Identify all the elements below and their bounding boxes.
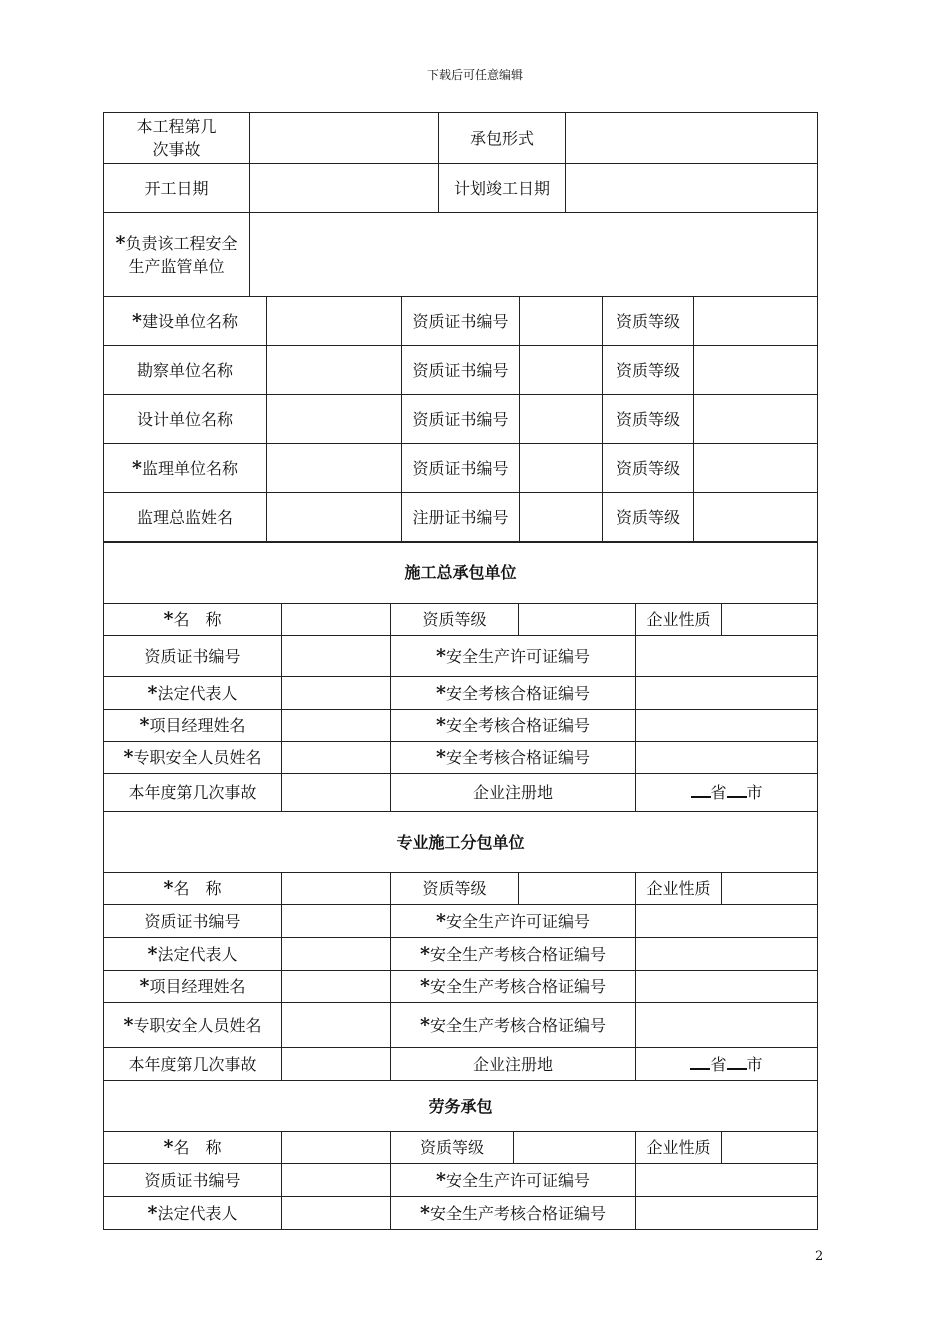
label-text: 名 称 <box>173 1138 222 1157</box>
label-text: 市 <box>746 1054 763 1074</box>
section-title: 劳务承包 <box>104 1081 818 1132</box>
nature-field[interactable] <box>722 873 818 905</box>
qualification-grade-field[interactable] <box>694 297 818 346</box>
label-text: 安全生产考核合格证编号 <box>429 977 606 996</box>
cert-number-field[interactable] <box>520 297 603 346</box>
permit-field[interactable] <box>636 636 818 677</box>
required-mark: * <box>436 1168 446 1191</box>
cert-number-label: 资质证书编号 <box>104 636 282 677</box>
required-mark: * <box>147 942 158 965</box>
grade-field[interactable] <box>514 1132 636 1164</box>
required-mark: * <box>132 309 142 332</box>
name-label <box>104 604 282 636</box>
start-date-field[interactable] <box>250 164 439 213</box>
supervisor-unit-field[interactable] <box>267 444 402 493</box>
chief-supervisor-label: 监理总监姓名 <box>104 493 267 543</box>
construction-unit-label <box>104 297 267 346</box>
accident-count-field[interactable] <box>250 113 439 164</box>
legal-rep-cert-label <box>391 938 636 971</box>
safety-cert-label <box>391 1003 636 1048</box>
safety-officer-label <box>104 1003 282 1048</box>
qualification-grade-label: 资质等级 <box>603 444 694 493</box>
label-text: 安全考核合格证编号 <box>445 716 590 735</box>
registration-cert-field[interactable] <box>520 493 603 543</box>
required-mark: * <box>436 644 446 667</box>
cert-number-label: 资质证书编号 <box>104 1164 282 1197</box>
qualification-grade-label: 资质等级 <box>603 493 694 543</box>
legal-rep-field[interactable] <box>282 938 391 971</box>
label-text: 安全生产许可证编号 <box>445 646 590 666</box>
legal-rep-cert-field[interactable] <box>636 677 818 710</box>
nature-label: 企业性质 <box>636 604 722 636</box>
permit-label <box>391 636 636 677</box>
required-mark: * <box>420 975 430 997</box>
qualification-grade-field[interactable] <box>694 444 818 493</box>
name-label <box>104 1132 282 1164</box>
label-text: 专职安全人员姓名 <box>133 748 262 767</box>
label-text: 监理单位名称 <box>141 458 238 478</box>
name-field[interactable] <box>282 873 391 905</box>
labor-contract-table <box>103 1080 818 1230</box>
cert-number-label: 资质证书编号 <box>402 346 520 395</box>
required-mark: * <box>123 1013 134 1036</box>
registration-place-field[interactable] <box>636 1048 818 1081</box>
construction-unit-field[interactable] <box>267 297 402 346</box>
name-label <box>104 873 282 905</box>
label-text: 安全生产考核合格证编号 <box>429 1015 606 1035</box>
safety-officer-field[interactable] <box>282 742 391 774</box>
accident-count-label: 本工程第几次事故 <box>104 113 250 164</box>
label-text: 省 <box>710 1054 727 1074</box>
required-mark: * <box>139 975 150 997</box>
required-mark: * <box>147 1201 158 1224</box>
required-mark: * <box>163 877 174 899</box>
required-mark: * <box>163 608 174 630</box>
required-mark: * <box>115 231 126 254</box>
label-text: 项目经理姓名 <box>149 977 246 996</box>
required-mark: * <box>436 746 446 768</box>
blank-line[interactable] <box>727 782 747 798</box>
required-mark: * <box>132 456 142 479</box>
project-manager-label <box>104 710 282 742</box>
page-number: 2 <box>815 1249 824 1264</box>
label-text: 专职安全人员姓名 <box>133 1015 262 1035</box>
section-title: 施工总承包单位 <box>104 542 818 604</box>
safety-cert-label <box>391 742 636 774</box>
planned-completion-field[interactable] <box>566 164 818 213</box>
section-title: 专业施工分包单位 <box>104 812 818 873</box>
permit-label <box>391 905 636 938</box>
general-contractor-table <box>103 541 818 812</box>
label-text: 安全生产许可证编号 <box>445 911 590 931</box>
contract-form-label: 承包形式 <box>439 113 566 164</box>
grade-field[interactable] <box>519 873 636 905</box>
name-field[interactable] <box>282 1132 391 1164</box>
required-mark: * <box>163 1136 174 1158</box>
label-text: 建设单位名称 <box>141 311 238 331</box>
planned-completion-label: 计划竣工日期 <box>439 164 566 213</box>
safety-cert-field[interactable] <box>636 1003 818 1048</box>
supervision-unit-label <box>104 213 250 297</box>
label-text: 法定代表人 <box>157 944 238 964</box>
label-text: 安全生产考核合格证编号 <box>429 1203 606 1223</box>
chief-supervisor-field[interactable] <box>267 493 402 543</box>
start-date-label: 开工日期 <box>104 164 250 213</box>
safety-officer-label <box>104 742 282 774</box>
nature-label: 企业性质 <box>636 873 722 905</box>
cert-number-field[interactable] <box>282 905 391 938</box>
survey-unit-field[interactable] <box>267 346 402 395</box>
pm-cert-label <box>391 971 636 1003</box>
legal-rep-field[interactable] <box>282 1197 391 1230</box>
cert-number-field[interactable] <box>520 444 603 493</box>
label-text: 安全考核合格证编号 <box>445 683 590 703</box>
grade-field[interactable] <box>519 604 636 636</box>
pm-cert-label <box>391 710 636 742</box>
label-text: 法定代表人 <box>157 1203 238 1223</box>
blank-line[interactable] <box>690 1054 710 1070</box>
project-manager-label <box>104 971 282 1003</box>
design-unit-field[interactable] <box>267 395 402 444</box>
cert-number-field[interactable] <box>520 346 603 395</box>
label-text: 市 <box>746 783 763 802</box>
registration-place-label: 企业注册地 <box>391 774 636 812</box>
blank-line[interactable] <box>691 782 711 798</box>
safety-officer-field[interactable] <box>282 1003 391 1048</box>
registration-cert-label: 注册证书编号 <box>402 493 520 543</box>
permit-field[interactable] <box>636 1164 818 1197</box>
label-text: 安全考核合格证编号 <box>445 748 590 767</box>
label-text: 安全生产考核合格证编号 <box>429 944 606 964</box>
annual-accident-label: 本年度第几次事故 <box>104 1048 282 1081</box>
legal-rep-cert-label <box>391 677 636 710</box>
required-mark: * <box>420 942 430 965</box>
legal-rep-field[interactable] <box>282 677 391 710</box>
design-unit-label: 设计单位名称 <box>104 395 267 444</box>
grade-label: 资质等级 <box>391 1132 514 1164</box>
required-mark: * <box>420 1013 430 1036</box>
pm-cert-field[interactable] <box>636 710 818 742</box>
legal-rep-cert-label <box>391 1197 636 1230</box>
legal-rep-label <box>104 677 282 710</box>
blank-line[interactable] <box>727 1054 747 1070</box>
project-info-table <box>103 112 818 297</box>
page-header: 下载后可任意编辑 <box>426 68 523 82</box>
registration-place-label: 企业注册地 <box>391 1048 636 1081</box>
nature-field[interactable] <box>722 1132 818 1164</box>
qualification-grade-label: 资质等级 <box>603 395 694 444</box>
label-text: 安全生产许可证编号 <box>445 1170 590 1190</box>
required-mark: * <box>436 714 446 736</box>
supervision-unit-field[interactable] <box>250 213 818 297</box>
cert-number-label: 资质证书编号 <box>402 444 520 493</box>
annual-accident-label: 本年度第几次事故 <box>104 774 282 812</box>
label-text: 省 <box>710 783 727 802</box>
qualification-grade-field[interactable] <box>694 346 818 395</box>
label-text: 项目经理姓名 <box>149 716 246 735</box>
contract-form-field[interactable] <box>566 113 818 164</box>
units-table <box>103 296 818 543</box>
nature-field[interactable] <box>722 604 818 636</box>
safety-cert-field[interactable] <box>636 742 818 774</box>
required-mark: * <box>436 681 446 704</box>
nature-label: 企业性质 <box>636 1132 722 1164</box>
required-mark: * <box>436 909 446 932</box>
name-field[interactable] <box>282 604 391 636</box>
permit-field[interactable] <box>636 905 818 938</box>
label-text: 名 称 <box>173 610 222 629</box>
legal-rep-label <box>104 938 282 971</box>
legal-rep-cert-field[interactable] <box>636 938 818 971</box>
label-text: 名 称 <box>173 879 222 898</box>
survey-unit-label: 勘察单位名称 <box>104 346 267 395</box>
cert-number-field[interactable] <box>520 395 603 444</box>
qualification-grade-label: 资质等级 <box>603 346 694 395</box>
annual-accident-field[interactable] <box>282 1048 391 1081</box>
cert-number-label: 资质证书编号 <box>402 297 520 346</box>
project-manager-field[interactable] <box>282 971 391 1003</box>
required-mark: * <box>139 714 150 736</box>
cert-number-field[interactable] <box>282 1164 391 1197</box>
qualification-grade-label: 资质等级 <box>603 297 694 346</box>
grade-label: 资质等级 <box>391 873 519 905</box>
cert-number-label: 资质证书编号 <box>104 905 282 938</box>
permit-label <box>391 1164 636 1197</box>
registration-place-field[interactable] <box>636 774 818 812</box>
required-mark: * <box>420 1201 430 1224</box>
cert-number-label: 资质证书编号 <box>402 395 520 444</box>
project-manager-field[interactable] <box>282 710 391 742</box>
label-text: 负责该工程安全生产监管单位 <box>125 233 238 276</box>
legal-rep-label <box>104 1197 282 1230</box>
required-mark: * <box>123 746 134 768</box>
label-text: 法定代表人 <box>157 683 238 703</box>
cert-number-field[interactable] <box>282 636 391 677</box>
annual-accident-field[interactable] <box>282 774 391 812</box>
grade-label: 资质等级 <box>391 604 519 636</box>
subcontractor-table <box>103 811 818 1081</box>
qualification-grade-field[interactable] <box>694 493 818 543</box>
legal-rep-cert-field[interactable] <box>636 1197 818 1230</box>
qualification-grade-field[interactable] <box>694 395 818 444</box>
required-mark: * <box>147 681 158 704</box>
supervisor-unit-label <box>104 444 267 493</box>
pm-cert-field[interactable] <box>636 971 818 1003</box>
